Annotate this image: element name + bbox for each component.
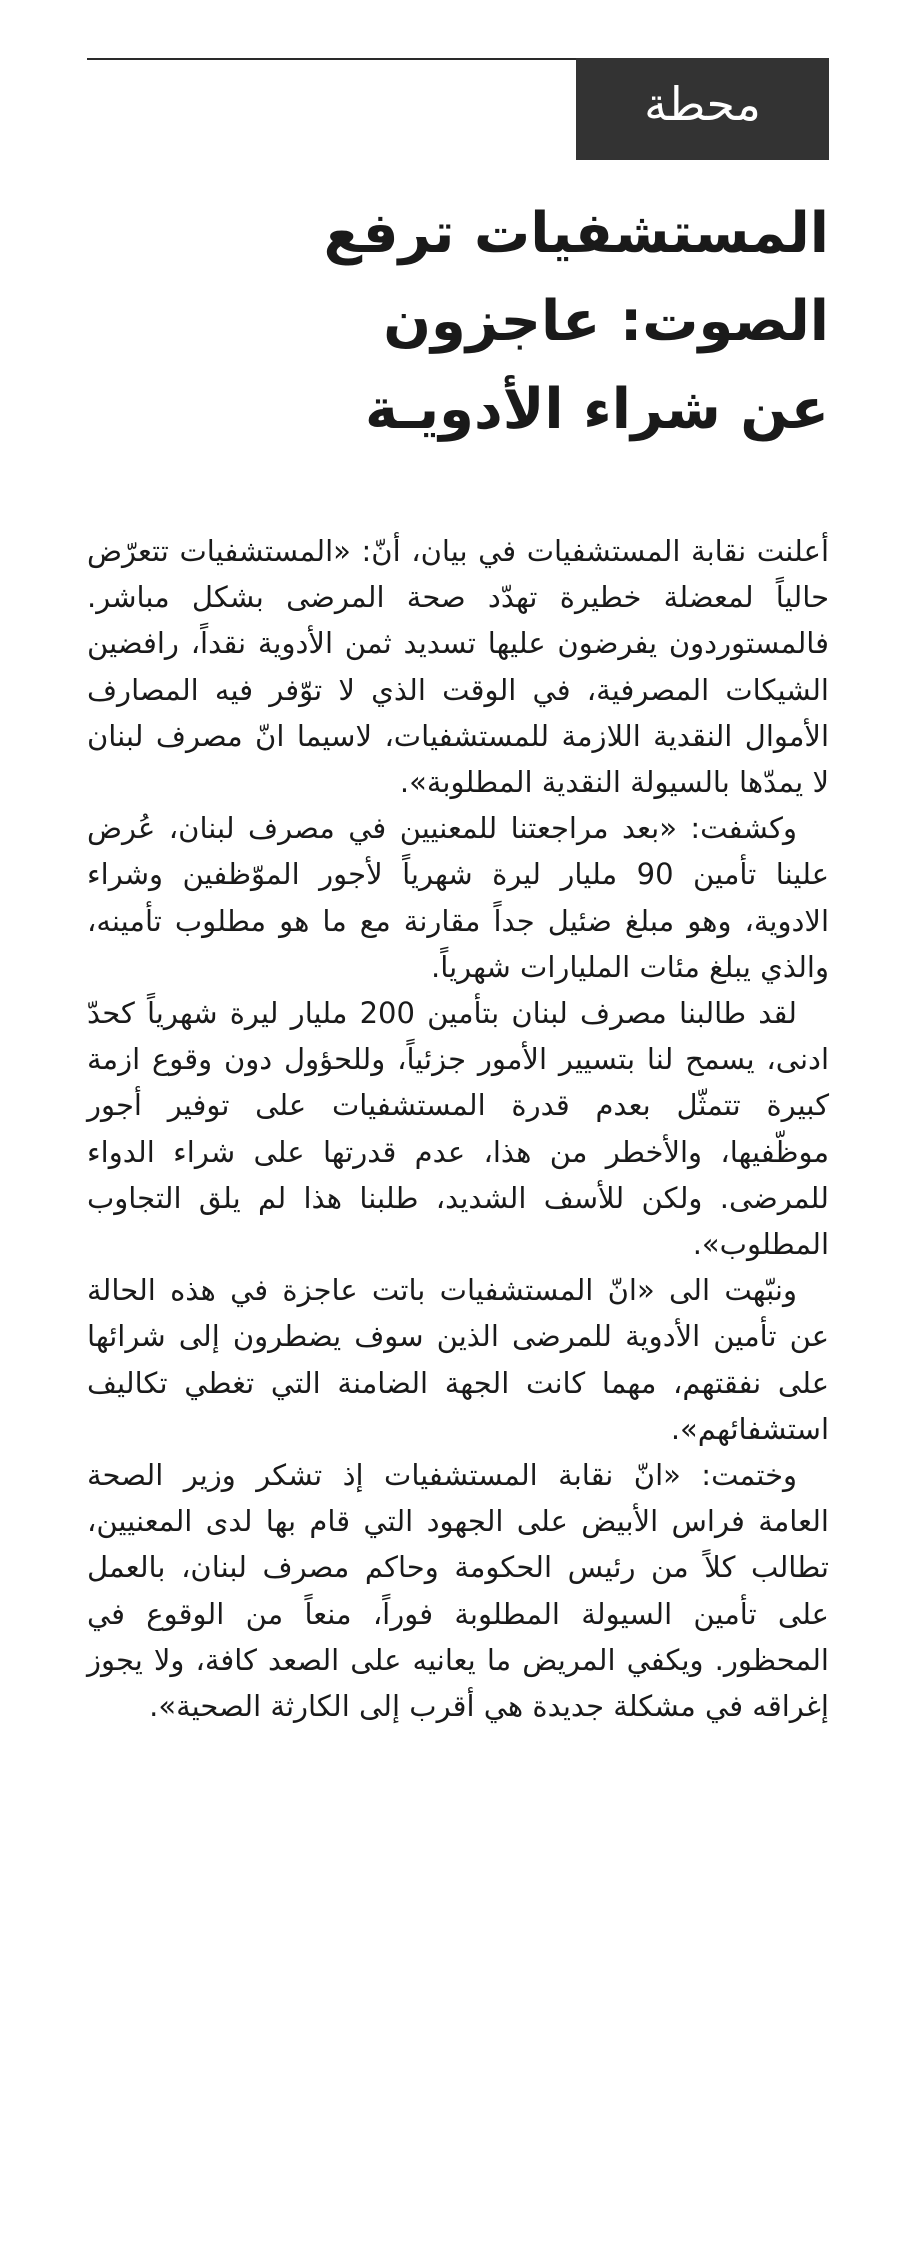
- body-paragraph: ونبّهت الى «انّ المستشفيات باتت عاجزة في هذه الحالة عن تأمين الأدوية للمرضى الذين سوف يضطرون إلى شرائها على نفقتهم، مهما كانت الجهة الضامنة التي تغطي تكاليف استشفائهم».: [87, 1273, 829, 1446]
- article-headline: [87, 190, 829, 454]
- headline-line: المستشفيات ترفع: [323, 201, 829, 266]
- section-tag: محطة: [576, 58, 829, 160]
- headline-line: عن شراء الأدويـة: [365, 377, 829, 442]
- body-paragraph: وختمت: «انّ نقابة المستشفيات إذ تشكر وزير الصحة العامة فراس الأبيض على الجهود التي قام بها لدى المعنيين، تطالب كلاً من رئيس الحكومة وحاكم مصرف لبنان، بالعمل على تأمين السيولة المطلوبة فوراً، منعاً من الوقوع في المحظور. ويكفي المريض ما يعانيه على الصعد كافة، ولا يجوز إغراقه في مشكلة جديدة هي أقرب إلى الكارثة الصحية».: [87, 1458, 829, 1724]
- headline-line: الصوت: عاجزون: [383, 289, 829, 354]
- body-paragraph: لقد طالبنا مصرف لبنان بتأمين 200 مليار ليرة شهرياً كحدّ ادنى، يسمح لنا بتسيير الأمور جزئياً، وللحؤول دون وقوع ازمة كبيرة تتمثّل بعدم قدرة المستشفيات على توفير أجور موظّفيها، والأخطر من هذا، عدم قدرتها على شراء الدواء للمرضى. ولكن للأسف الشديد، طلبنا هذا لم يلق التجاوب المطلوب».: [87, 996, 829, 1262]
- body-paragraph: أعلنت نقابة المستشفيات في بيان، أنّ: «المستشفيات تتعرّض حالياً لمعضلة خطيرة تهدّد صحة المرضى بشكل مباشر. فالمستوردون يفرضون عليها تسديد ثمن الأدوية نقداً، رافضين الشيكات المصرفية، في الوقت الذي لا توّفر فيه المصارف الأموال النقدية اللازمة للمستشفيات، لاسيما انّ مصرف لبنان لا يمدّها بالسيولة النقدية المطلوبة».: [87, 534, 829, 800]
- article-body: [87, 528, 829, 1729]
- body-paragraph: وكشفت: «بعد مراجعتنا للمعنيين في مصرف لبنان، عُرض علينا تأمين 90 مليار ليرة شهرياً لأجور الموّظفين وشراء الادوية، وهو مبلغ ضئيل جداً مقارنة مع ما هو مطلوب تأمينه، والذي يبلغ مئات المليارات شهرياً.: [87, 811, 829, 984]
